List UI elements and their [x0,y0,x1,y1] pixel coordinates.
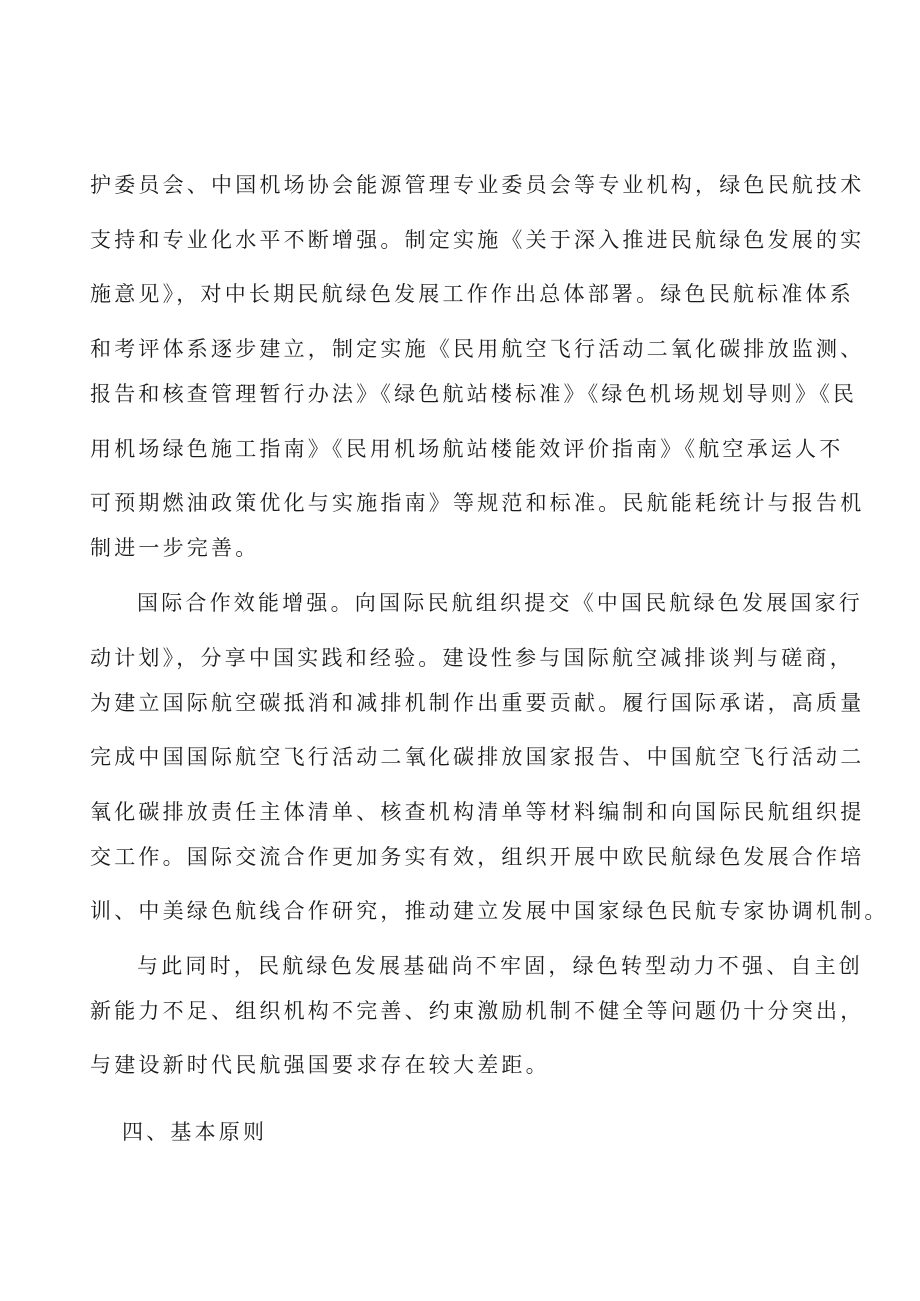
paragraph-1-line-8: 制进一步完善。 [90,536,260,560]
section-heading: 四、基本原则 [122,1120,268,1144]
paragraph-3-line-3: 与建设新时代民航强国要求存在较大差距。 [90,1053,550,1077]
paragraph-3-line-1: 与此同时，民航绿色发展基础尚不牢固，绿色转型动力不强、自主创 [137,954,863,978]
paragraph-3-line-2: 新能力不足、组织机构不完善、约束激励机制不健全等问题仍十分突出， [90,999,865,1023]
paragraph-1-line-7: 可预期燃油政策优化与实施指南》等规范和标准。民航能耗统计与报告机 [90,491,865,515]
paragraph-2-line-3: 为建立国际航空碳抵消和减排机制作出重要贡献。履行国际承诺，高质量 [90,691,865,715]
paragraph-2-line-7: 训、中美绿色航线合作研究，推动建立发展中国家绿色民航专家协调机制。 [90,899,889,923]
paragraph-2-line-1: 国际合作效能增强。向国际民航组织提交《中国民航绿色发展国家行 [137,591,863,615]
paragraph-1-line-6: 用机场绿色施工指南》《民用机场航站楼能效评价指南》《航空承运人不 [90,437,844,461]
paragraph-1-line-5: 报告和核查管理暂行办法》《绿色航站楼标准》《绿色机场规划导则》《民 [90,382,858,406]
paragraph-2-line-4: 完成中国国际航空飞行活动二氧化碳排放国家报告、中国航空飞行活动二 [90,745,865,769]
paragraph-2-line-6: 交工作。国际交流合作更加务实有效，组织开展中欧民航绿色发展合作培 [90,845,865,869]
paragraph-2-line-5: 氧化碳排放责任主体清单、核查机构清单等材料编制和向国际民航组织提 [90,800,865,824]
paragraph-1-line-1: 护委员会、中国机场协会能源管理专业委员会等专业机构，绿色民航技术 [90,173,865,197]
paragraph-2-line-2: 动计划》，分享中国实践和经验。建设性参与国际航空减排谈判与磋商， [90,646,854,670]
paragraph-1-line-3: 施意见》，对中长期民航绿色发展工作作出总体部署。绿色民航标准体系 [90,282,854,306]
paragraph-1-line-2: 支持和专业化水平不断增强。制定实施《关于深入推进民航绿色发展的实 [90,228,865,252]
paragraph-1-line-4: 和考评体系逐步建立，制定实施《民用航空飞行活动二氧化碳排放监测、 [90,337,865,361]
